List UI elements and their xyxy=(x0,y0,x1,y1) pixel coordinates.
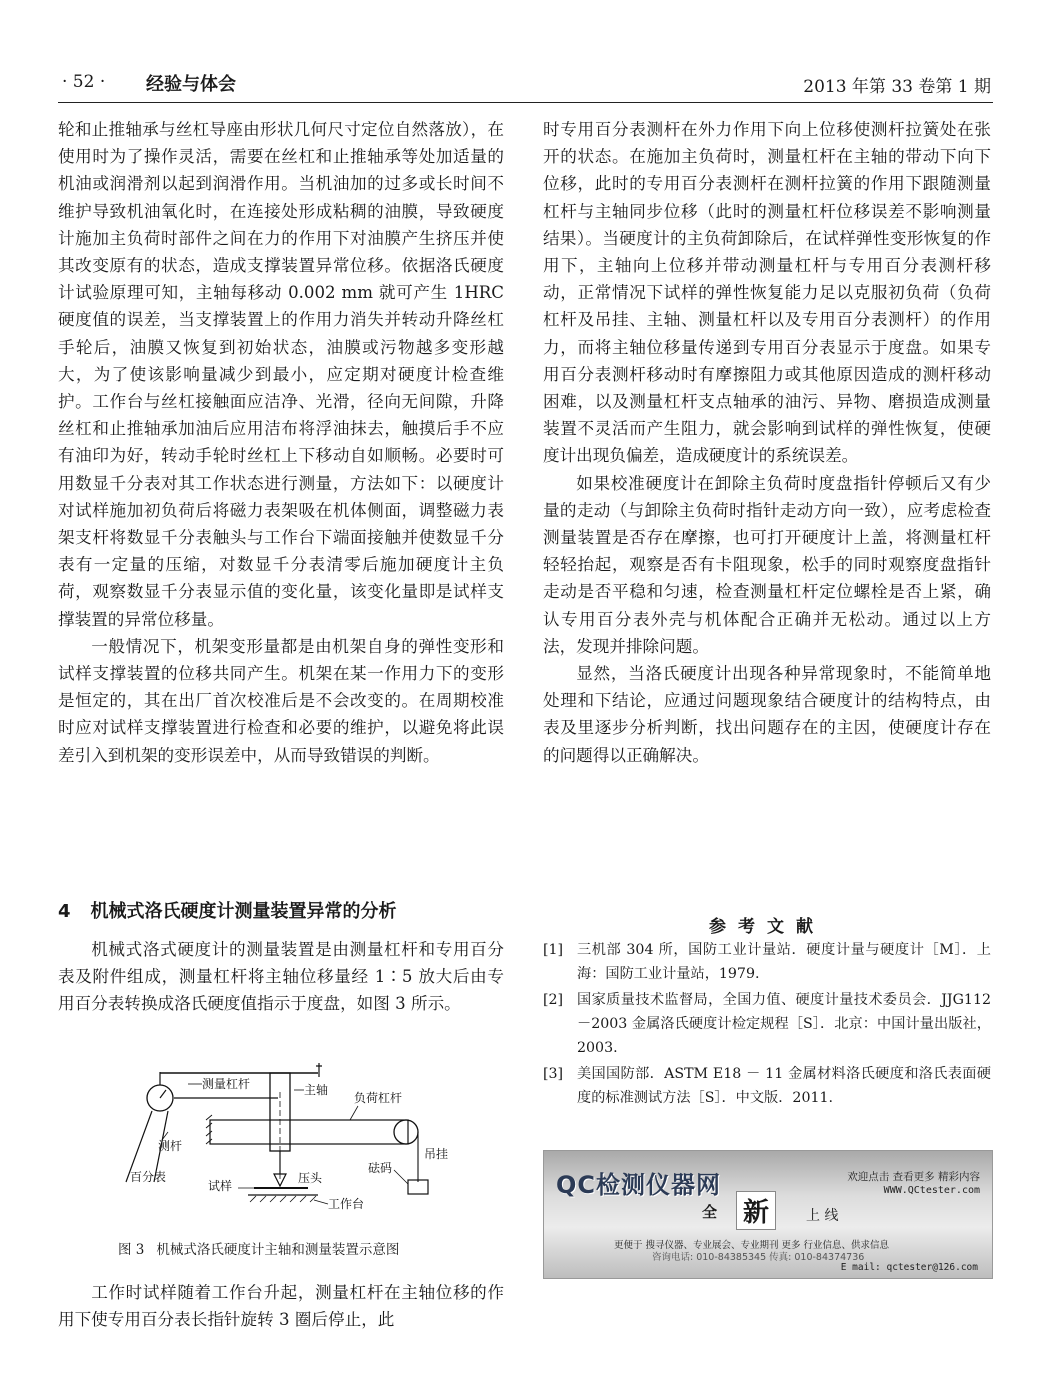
load-lever-shape xyxy=(210,1120,408,1144)
reference-number: [3] xyxy=(543,1066,564,1082)
label-probe-rod: 测杆 xyxy=(158,1139,183,1153)
left-column-text-3 xyxy=(58,1279,504,1333)
ad-services-text: 更便于 搜寻仪器、专业展会、专业期刊 更多 行业信息、供求信息 xyxy=(614,1240,890,1251)
reference-item xyxy=(543,988,991,1060)
section-number: 4 xyxy=(58,901,71,922)
left-column-text-2 xyxy=(58,936,504,1018)
reference-number: [2] xyxy=(543,992,564,1008)
paragraph: 时专用百分表测杆在外力作用下向上位移使测杆拉簧处在张开的状态。在施加主负荷时，测量杠杆在主轴的带动下向下位移，此时的专用百分表测杆在测杆拉簧的作用下跟随测量杠杆与主轴同步位移（此时的测量杠杆位移误差不影响测量结果）。当硬度计的主负荷卸除后，在试样弹性变形恢复的作用下，主轴向上位移并带动测量杠杆与专用百分表测杆移动，正常情况下试样的弹性恢复能力足以克服初负荷（负荷杠杆及吊挂、主轴、测量杠杆以及专用百分表测杆）的作用力，而将主轴位移量传递到专用百分表显示于度盘。如果专用百分表测杆移动时有摩擦阻力或其他原因造成的测杆移动困难，以及测量杠杆支点轴承的油污、异物、磨损造成测量装置不灵活而产生阻力，就会影响到试样的弹性恢复，使硬度计出现负偏差，造成硬度计的系统误差。 xyxy=(543,120,991,466)
page-number: · 52 · xyxy=(62,72,106,92)
section-title: 经验与体会 xyxy=(146,74,236,95)
ad-welcome-text: 欢迎点击 查看更多 精彩内容 xyxy=(847,1171,980,1183)
figure-caption xyxy=(118,1238,399,1258)
ad-xin: 新 xyxy=(736,1191,776,1230)
label-spindle: 主轴 xyxy=(304,1083,329,1097)
label-hanger: 吊挂 xyxy=(424,1147,449,1161)
label-weight: 砝码 xyxy=(368,1161,393,1175)
paragraph: 轮和止推轴承与丝杠导座由形状几何尺寸定位自然落放），在使用时为了操作灵活，需要在丝杠和止推轴承等处加适量的机油或润滑剂以起到润滑作用。当机油加的过多或长时间不维护导致机油氧化时，在连接处形成粘稠的油膜，导致硬度计施加主负荷时部件之间在力的作用下对油膜产生挤压并使其改变原有的状态，造成支撑装置异常位移。依据洛氏硬度计试验原理可知，主轴每移动 0.002 mm 就可产生 1HRC 硬度值的误差，当支撑装置上的作用力消失并转动升降丝杠手轮后，油膜又恢复到初始状态，油膜或污物越多变形越大，为了使该影响量减少到最小，应定期对硬度计检查维护。工作台与丝杠接触面应洁净、光滑，径向无间隙，升降丝杠和止推轴承加油后应用洁布将浮油抹去，触摸后手不应有油印为好，转动手轮时丝杠上下移动自如顺畅。必要时可用数显千分表对其工作状态进行测量，方法如下：以硬度计对试样施加初负荷后将磁力表架吸在机体侧面，调整磁力表架支杆将数显千分表触头与工作台下端面接触并使数显千分表有一定量的压缩，对数显千分表清零后施加硬度计主负荷，观察数显千分表显示值的变化量，该变化量即是试样支撑装置的异常位移量。 xyxy=(58,120,504,629)
advertisement-banner[interactable] xyxy=(543,1150,993,1279)
figure-3-diagram xyxy=(118,1062,458,1222)
section-heading xyxy=(58,897,397,923)
reference-item xyxy=(543,938,991,986)
paragraph: 如果校准硬度计在卸除主负荷时度盘指针停顿后又有少量的走动（与卸除主负荷时指针走动方向一致），应考虑检查测量装置是否存在摩擦，也可打开硬度计上盖，将测量杠杆轻轻抬起，观察是否有卡阻现象，松手的同时观察度盘指针走动是否平稳和匀速，检查测量杠杆定位螺栓是否上紧，确认专用百分表外壳与机体配合正确并无松动。通过以上方法，发现并排除问题。 xyxy=(543,473,991,656)
reference-number: [1] xyxy=(543,942,564,958)
paragraph: 机械式洛式硬度计的测量装置是由测量杠杆和专用百分表及附件组成，测量杠杆将主轴位移量经 1∶5 放大后由专用百分表转换成洛氏硬度值指示于度盘，如图 3 所示。 xyxy=(58,940,504,1014)
label-specimen: 试样 xyxy=(208,1179,233,1193)
label-measuring-lever: 测量杠杆 xyxy=(202,1077,251,1091)
weight-shape xyxy=(408,1180,428,1194)
running-header xyxy=(58,68,993,103)
reference-item xyxy=(543,1062,991,1110)
label-load-lever: 负荷杠杆 xyxy=(354,1091,403,1105)
ad-shangxian: 上 线 xyxy=(806,1208,839,1224)
section-heading-text: 机械式洛氏硬度计测量装置异常的分析 xyxy=(90,901,397,922)
paragraph: 一般情况下，机架变形量都是由机架自身的弹性变形和试样支撑装置的位移共同产生。机架在某一作用力下的变形是恒定的，其在出厂首次校准后是不会改变的。在周期校准时应对试样支撑装置进行检查和必要的维护，以避免将此误差引入到机架的变形误差中，从而导致错误的判断。 xyxy=(58,636,504,765)
issue-label: 2013 年第 33 卷第 1 期 xyxy=(803,77,991,97)
ad-email-text: E mail: qctester@126.com xyxy=(840,1262,978,1273)
right-column-text xyxy=(543,116,991,769)
references-heading: 参考文献 xyxy=(709,917,825,937)
figure-number: 图 3 xyxy=(118,1242,145,1258)
label-dial-gauge: 百分表 xyxy=(130,1170,167,1184)
ad-contact-text: 咨询电话: 010-84385345 传真: 010-84374736 xyxy=(652,1252,865,1263)
paragraph: 显然，当洛氏硬度计出现各种异常现象时，不能简单地处理和下结论，应通过问题现象结合硬度计的结构特点，由表及里逐步分析判断，找出问题存在的主因，使硬度计存在的问题得以正确解决。 xyxy=(543,664,991,765)
reference-text: 国家质量技术监督局，全国力值、硬度计量技术委员会．JJG112－2003 金属洛氏硬度计检定规程［S］．北京：中国计量出版社，2003. xyxy=(577,992,991,1056)
left-column-text xyxy=(58,116,504,769)
label-indenter: 压头 xyxy=(298,1171,323,1185)
paragraph: 工作时试样随着工作台升起，测量杠杆在主轴位移的作用下使专用百分表长指针旋转 3 圈后停止，此 xyxy=(58,1283,504,1330)
reference-text: 美国国防部．ASTM E18 － 11 金属材料洛氏硬度和洛氏表面硬度的标准测试方法［S］．中文版．2011. xyxy=(577,1066,991,1106)
ad-logo: QC检测仪器网 xyxy=(556,1171,722,1199)
ad-quan: 全 xyxy=(702,1203,718,1221)
ad-website-link[interactable]: WWW.QCtester.com xyxy=(883,1185,980,1196)
reference-text: 三机部 304 所，国防工业计量站．硬度计量与硬度计［M］．上海：国防工业计量站，1979. xyxy=(577,942,991,982)
references-list xyxy=(543,938,991,1112)
label-worktable: 工作台 xyxy=(328,1197,365,1211)
figure-caption-text: 机械式洛氏硬度计主轴和测量装置示意图 xyxy=(156,1242,400,1258)
